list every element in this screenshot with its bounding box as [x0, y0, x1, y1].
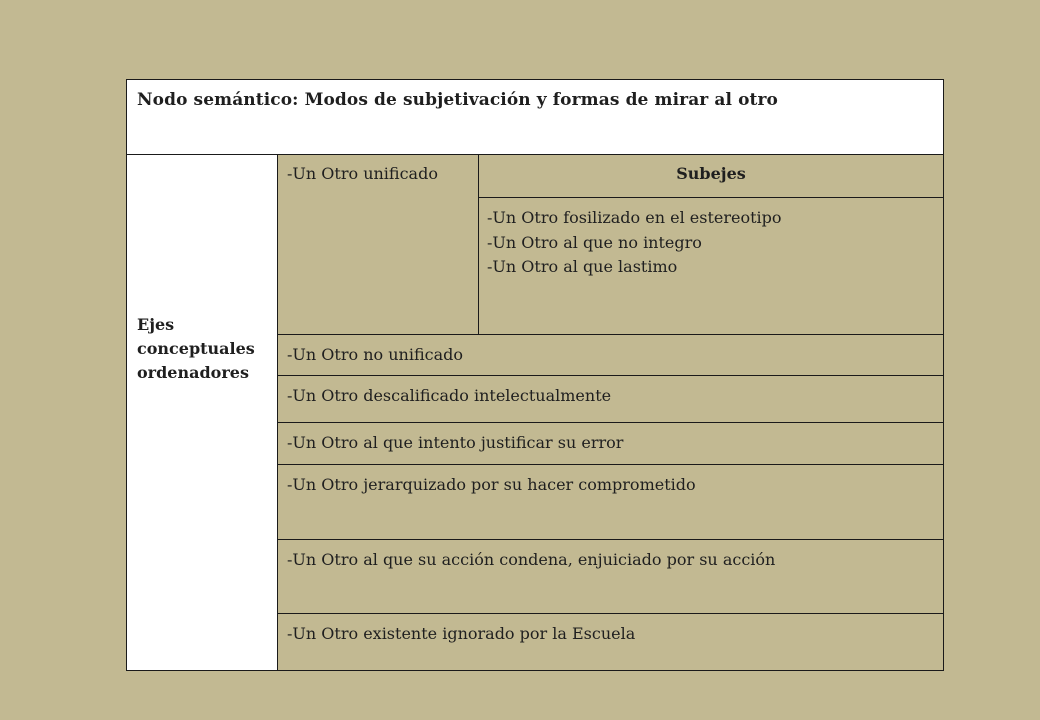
- node-title: Nodo semántico: Modos de subjetivación y formas de mirar al otro: [137, 90, 778, 110]
- unified-other-cell: [277, 154, 479, 335]
- subejes-list: [487, 206, 782, 280]
- row-text: -Un Otro existente ignorado por la Escuela: [287, 624, 636, 643]
- table-row: [277, 375, 944, 423]
- axes-label: Ejes conceptuales ordenadores: [137, 315, 255, 382]
- subejes-header-cell: [478, 154, 944, 198]
- list-item: -Un Otro al que no integro: [487, 232, 702, 252]
- table-row: [277, 334, 944, 376]
- axes-label-cell: [126, 154, 278, 671]
- row-text: -Un Otro no unificado: [287, 345, 463, 364]
- row-text: -Un Otro descalificado intelectualmente: [287, 386, 612, 405]
- unified-other-label: -Un Otro unificado: [287, 164, 438, 183]
- row-text: -Un Otro al que su acción condena, enjuiciado por su acción: [287, 550, 776, 569]
- row-text: -Un Otro al que intento justificar su error: [287, 433, 624, 452]
- subejes-title: Subejes: [676, 164, 746, 183]
- table-row: [277, 422, 944, 465]
- list-item: -Un Otro al que lastimo: [487, 257, 678, 276]
- list-item: -Un Otro fosilizado en el estereotipo: [487, 208, 782, 227]
- table-row: [277, 613, 944, 671]
- row-text: -Un Otro jerarquizado por su hacer comprometido: [287, 475, 696, 494]
- subejes-list-cell: [478, 197, 944, 335]
- table-row: [277, 539, 944, 614]
- table-row: [277, 464, 944, 540]
- table-header-cell: [126, 79, 944, 155]
